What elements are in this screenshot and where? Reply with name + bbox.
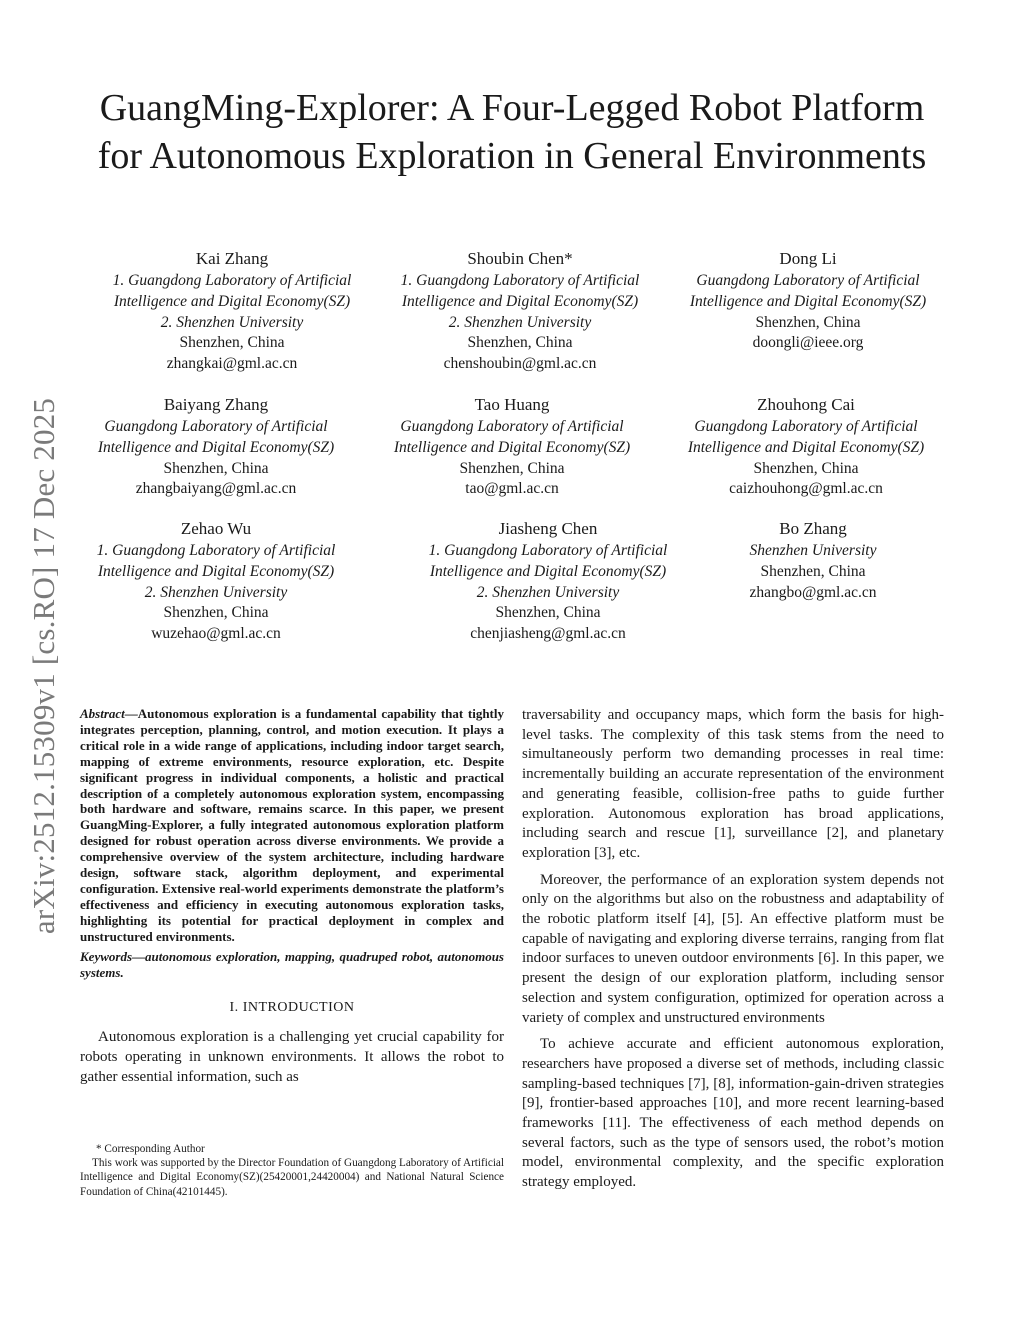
author-email: doongli@ieee.org [752, 334, 864, 352]
keywords: Keywords—autonomous exploration, mapping, quadruped robot, autonomous systems. [80, 948, 504, 980]
author-email: chenjiasheng@gml.ac.cn [470, 625, 626, 643]
author-location: Shenzhen, China [163, 459, 269, 477]
body-paragraph: Moreover, the performance of an exploration system depends not only on the algorithms but also on the robustness and adaptability of the robotic platform itself [4], [5]. An effective platform must be capable of navigating and exploring diverse terrains, ranging from flat indoor surfaces to uneven outdoor environments [6]. In this paper, we present the design of our exploration platform, including sensor selection and system configuration, optimized for operation across a variety of complex and unstructured environments [522, 871, 944, 1026]
author-affiliation-line: 2. Shenzhen University [144, 583, 288, 601]
author-affiliation-line: 1. Guangdong Laboratory of Artificial [400, 272, 640, 289]
author-name: Tao Huang [474, 395, 550, 414]
author-affiliation-line: Intelligence and Digital Economy(SZ) [97, 438, 335, 456]
author-affiliation-line: Intelligence and Digital Economy(SZ) [97, 562, 335, 580]
author-block [656, 394, 956, 500]
author-affiliation-line: Guangdong Laboratory of Artificial [400, 418, 624, 435]
author-email: tao@gml.ac.cn [465, 480, 559, 498]
author-affiliation-line: 1. Guangdong Laboratory of Artificial [112, 272, 352, 289]
author-email: zhangbo@gml.ac.cn [749, 583, 877, 601]
author-location: Shenzhen, China [755, 313, 861, 331]
author-block [398, 518, 698, 645]
author-affiliation-line: Intelligence and Digital Economy(SZ) [687, 438, 925, 456]
author-email: caizhouhong@gml.ac.cn [729, 480, 883, 498]
author-block [362, 394, 662, 500]
author-name: Shoubin Chen* [467, 249, 573, 268]
author-location: Shenzhen, China [753, 459, 859, 477]
footnote-corresponding-author: * Corresponding Author [96, 1143, 205, 1155]
author-location: Shenzhen, China [179, 334, 285, 352]
author-affiliation-line: 2. Shenzhen University [160, 313, 304, 331]
author-name: Baiyang Zhang [163, 395, 269, 414]
abstract-label: Abstract [80, 706, 125, 721]
author-affiliation-line: 1. Guangdong Laboratory of Artificial [428, 542, 668, 559]
author-location: Shenzhen, China [163, 604, 269, 622]
author-email: wuzehao@gml.ac.cn [151, 625, 281, 643]
author-name: Zehao Wu [180, 519, 252, 538]
section-title-initial: I [242, 1000, 248, 1016]
author-affiliation-line: Guangdong Laboratory of Artificial [694, 418, 918, 435]
arxiv-stamp-strip [0, 0, 72, 1325]
right-column [522, 706, 944, 1193]
intro-paragraph: Autonomous exploration is a challenging yet crucial capability for robots operating in unknown environments. It allows the robot to gather essential information, such as [80, 1029, 504, 1085]
author-name: Dong Li [779, 249, 837, 268]
arxiv-identifier: arXiv:2512.15309v1 [cs.RO] 17 Dec 2025 [26, 397, 61, 935]
author-affiliation-line: Guangdong Laboratory of Artificial [696, 272, 920, 289]
footnotes [80, 1142, 504, 1199]
author-location: Shenzhen, China [760, 562, 866, 580]
author-affiliation-line: Intelligence and Digital Economy(SZ) [113, 292, 351, 310]
author-affiliation-line: 2. Shenzhen University [448, 313, 592, 331]
author-block [82, 248, 382, 375]
author-affiliation-line: 2. Shenzhen University [476, 583, 620, 601]
abstract-text: —Autonomous exploration is a fundamental capability that tightly integrates perception, planning, control, and motion execution. It plays a critical role in a wide range of applications, including indoor target search, mapping of extreme environments, resource exploration, etc. Despite significant progress in individual components, a holistic and practical description of a completely autonomous exploration system, encompassing both hardware and software, remains scarce. In this paper, we present GuangMing-Explorer, a fully integrated autonomous exploration platform designed for robust operation across diverse environments. We provide a comprehensive overview of the system architecture, including hardware design, software stack, algorithm deployment, and experimental configuration. Extensive real-world experiments demonstrate the platform’s effectiveness and efficiency in executing autonomous exploration tasks, highlighting its potential for practical deployment in complex and unstructured environments. [80, 706, 504, 944]
footnote-funding: This work was supported by the Director Foundation of Guangdong Laboratory of Artificial Intelligence and Digital Economy(SZ)(25420001,24420004) and National Natural Science Foundation of China(42101445). [80, 1157, 504, 1198]
author-location: Shenzhen, China [459, 459, 565, 477]
author-block [663, 518, 963, 603]
section-heading-introduction [80, 998, 504, 1018]
section-title-rest: NTRODUCTION [247, 1000, 355, 1016]
author-affiliation-line: Intelligence and Digital Economy(SZ) [393, 438, 631, 456]
author-block [66, 394, 366, 500]
author-name: Jiasheng Chen [498, 519, 598, 538]
author-location: Shenzhen, China [495, 604, 601, 622]
left-column [80, 706, 504, 1087]
author-name: Zhouhong Cai [757, 395, 855, 414]
author-name: Bo Zhang [779, 519, 847, 538]
author-affiliation-line: Shenzhen University [749, 542, 877, 559]
author-email: chenshoubin@gml.ac.cn [443, 355, 597, 373]
section-number: I. [229, 1000, 239, 1016]
author-affiliation-line: Intelligence and Digital Economy(SZ) [429, 562, 667, 580]
body-paragraph: traversability and occupancy maps, which form the basis for high-level tasks. The complexity of this task stems from the need to simultaneously perform two demanding processes in real time: incrementally building an accurate representation of the environment and generating feasible, collision-free paths to guide further exploration. Autonomous exploration has broad applications, including search and rescue [1], surveillance [2], and planetary exploration [3], etc. [522, 707, 944, 861]
author-affiliation-line: Intelligence and Digital Economy(SZ) [689, 292, 927, 310]
author-email: zhangbaiyang@gml.ac.cn [135, 480, 297, 498]
author-name: Kai Zhang [195, 249, 269, 268]
author-email: zhangkai@gml.ac.cn [166, 355, 298, 373]
author-location: Shenzhen, China [467, 334, 573, 352]
paper-title: GuangMing-Explorer: A Four-Legged Robot Platform for Autonomous Exploration in General Environments [97, 87, 927, 177]
author-block [66, 518, 366, 645]
author-affiliation-line: Guangdong Laboratory of Artificial [104, 418, 328, 435]
author-block [658, 248, 958, 354]
body-paragraph: To achieve accurate and efficient autonomous exploration, researchers have proposed a diverse set of methods, including classic sampling-based techniques [7], [8], information-gain-driven strategies [9], frontier-based approaches [10], and more recent learning-based frameworks [11]. The effectiveness of each method depends on several factors, such as the type of sensors used, the robot’s motion model, environmental complexity, and the specific exploration strategy employed. [522, 1036, 944, 1191]
author-affiliation-line: 1. Guangdong Laboratory of Artificial [96, 542, 336, 559]
abstract [80, 706, 504, 945]
author-affiliation-line: Intelligence and Digital Economy(SZ) [401, 292, 639, 310]
author-block [370, 248, 670, 375]
